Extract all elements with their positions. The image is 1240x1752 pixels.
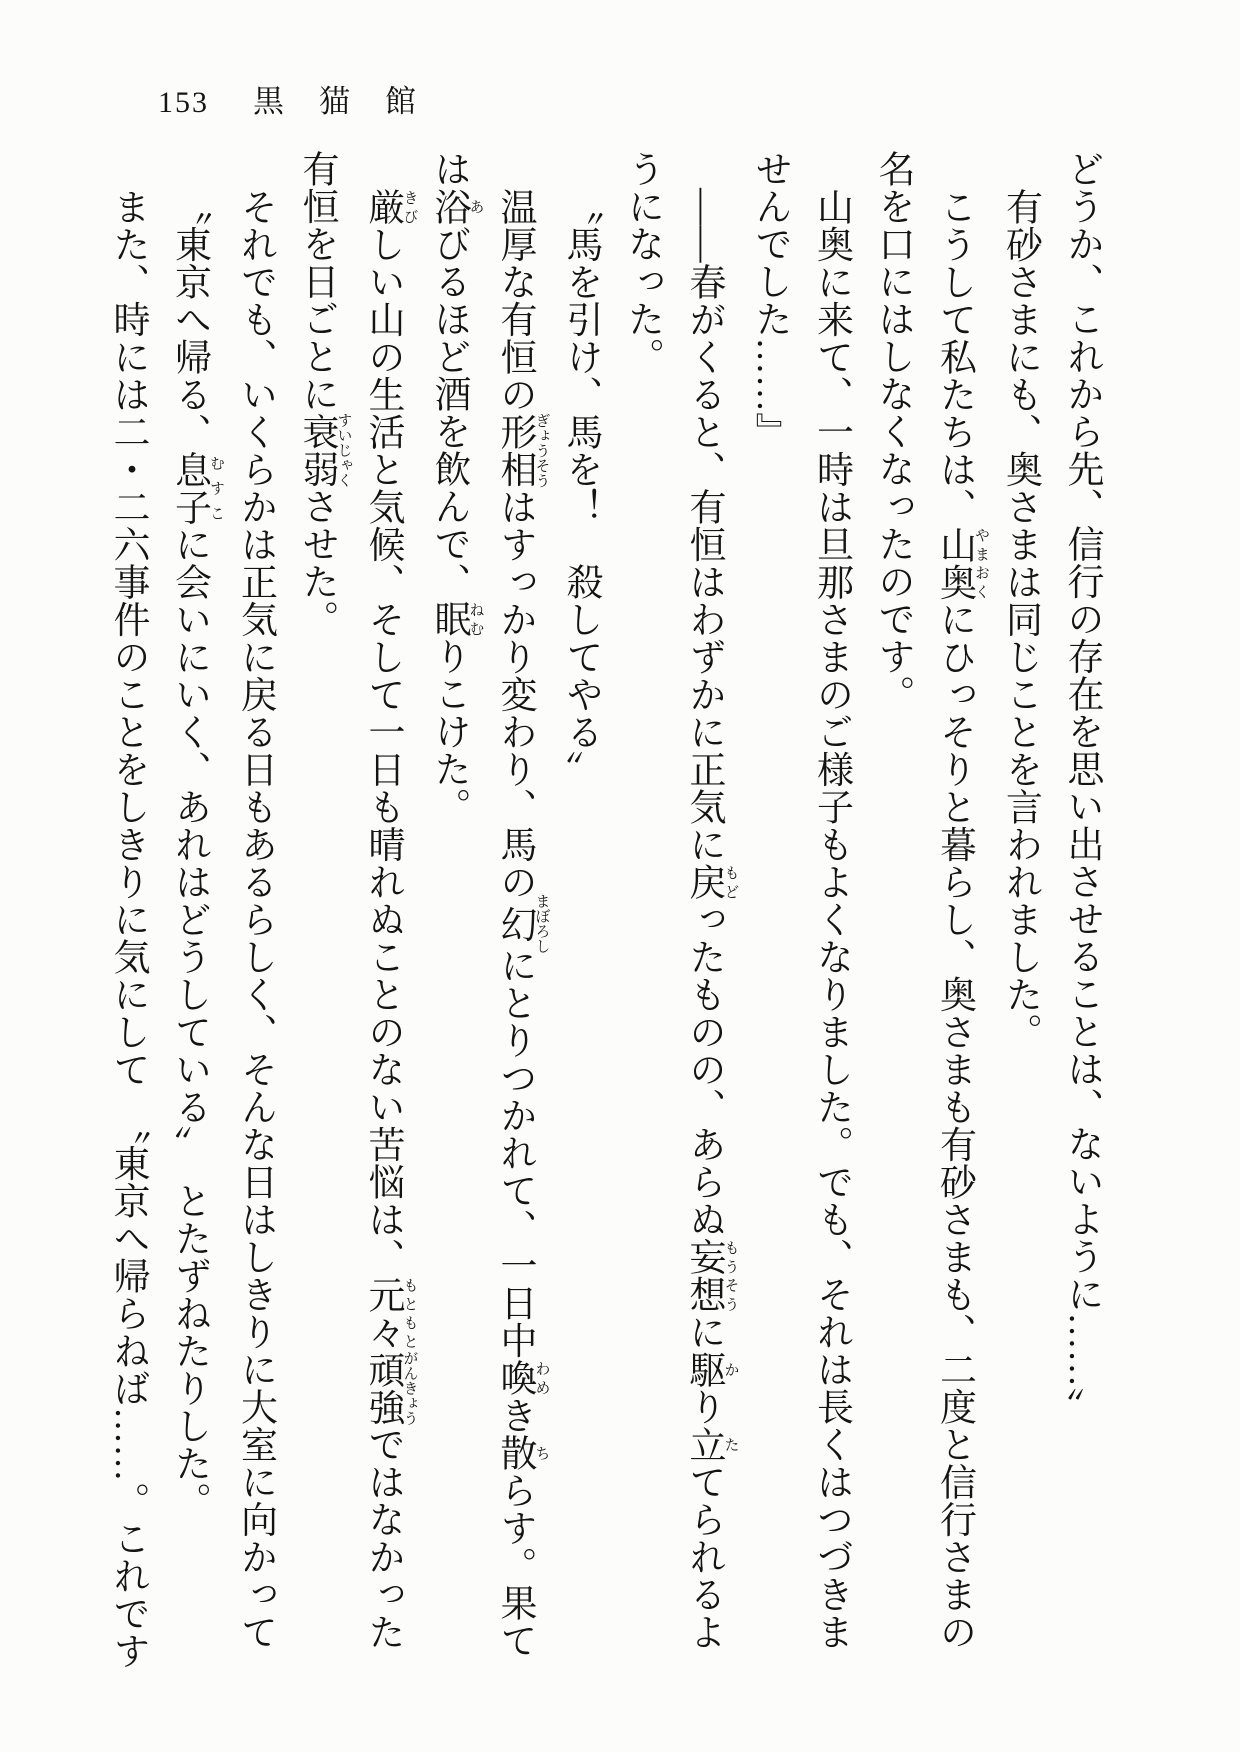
ruby-annotated-word: 元々もともと: [362, 1275, 418, 1351]
text-run: こうして私たちは、: [933, 188, 975, 526]
text-line: [484, 150, 550, 1715]
text-run: は: [428, 150, 469, 188]
text-run: せんでした……』: [749, 150, 790, 450]
ruby-annotated-word: 妄想もうそう: [683, 1238, 739, 1313]
text-run: に会いにいく、あれはどうしている〟 とたずねたりした。: [168, 525, 210, 1520]
text-run: にとりつかれて、一日中: [494, 946, 535, 1359]
text-run: き: [494, 1396, 535, 1434]
text-run: 有砂さまにも、奥さまは同じことを言われました。: [999, 188, 1041, 1051]
text-run: 山奥に来て、一時は旦那さまのご様子もよくなりました。でも、それは長くはつづきま: [810, 188, 852, 1651]
text-run: りこけた。: [428, 637, 469, 825]
text-line: [224, 150, 286, 1715]
text-run: り: [683, 1388, 724, 1426]
ruby-annotated-word: 散ち: [494, 1434, 550, 1472]
text-run: しい山の生活と気候、そして一日も晴れぬことのない苦悩は、: [362, 225, 403, 1276]
text-line: [800, 150, 862, 1715]
text-run: どうか、これから先、信行の存在を思い出させることは、ないように……〟: [1061, 150, 1102, 1425]
ruby-annotated-word: 浴あ: [428, 187, 484, 225]
ruby-annotated-word: 眠ねむ: [428, 600, 484, 638]
text-run: にひっそりと暮らし、奥さまも有砂さまも、二度と信行さまの: [933, 600, 975, 1651]
text-line: [286, 150, 352, 1715]
ruby-annotated-word: 喚わめ: [494, 1359, 550, 1397]
text-run: びるほど酒を飲んで、: [428, 225, 469, 600]
text-run: 名を口にはしなくなったのです。: [872, 150, 913, 713]
text-run: らす。果て: [494, 1471, 535, 1659]
running-head: [158, 76, 418, 121]
text-line: [611, 150, 673, 1715]
text-line: [158, 150, 224, 1715]
ruby-annotated-word: 駆か: [683, 1350, 739, 1388]
text-run: うになった。: [621, 150, 663, 375]
text-line: [739, 150, 801, 1715]
text-run: それでも、いくらかは正気に戻る日もあるらしく、そんな日はしきりに大室に向かって: [234, 188, 276, 1651]
book-title: 黒 猫 館: [253, 84, 418, 119]
text-block: [97, 150, 1113, 1715]
text-run: させた。: [296, 487, 337, 638]
ruby-annotated-word: 山奥やまおく: [933, 525, 989, 601]
text-run: 〝東京へ帰る、: [168, 188, 210, 451]
ruby-annotated-word: 形相ぎょうそう: [494, 413, 550, 488]
text-line: [862, 150, 924, 1715]
text-run: ではなかった: [362, 1425, 403, 1651]
ruby-annotated-word: 幻まぼろし: [494, 893, 550, 954]
text-line: [1051, 150, 1113, 1715]
text-run: 有恒を日ごとに: [296, 150, 337, 413]
text-run: はすっかり変わり、馬の: [494, 488, 535, 901]
ruby-annotated-word: 衰弱すいじゃく: [296, 412, 352, 488]
text-run: 温厚な有恒の: [494, 188, 535, 413]
text-run: てられるよ: [683, 1463, 724, 1651]
ruby-annotated-word: 戻もど: [683, 863, 739, 901]
text-run: ったものの、あらぬ: [683, 900, 724, 1238]
text-line: [352, 150, 418, 1715]
text-run: ——春がくると、有恒はわずかに正気に: [683, 188, 724, 863]
ruby-annotated-word: 厳きび: [362, 188, 418, 226]
text-line: [673, 150, 739, 1715]
text-run: に: [683, 1313, 724, 1351]
text-run: また、時には二・二六事件のことをしきりに気にして 〝東京へ帰らねば……。これです: [107, 188, 148, 1670]
text-line: [418, 150, 484, 1715]
text-run: 〝馬を引け、馬を！ 殺してやる〟: [560, 188, 601, 788]
ruby-annotated-word: 息子むすこ: [168, 450, 224, 526]
page-number: 153: [158, 86, 209, 119]
text-line: [550, 150, 612, 1715]
ruby-annotated-word: 頑強がんきょう: [362, 1350, 418, 1426]
ruby-annotated-word: 立た: [683, 1425, 739, 1463]
text-line: [989, 150, 1051, 1715]
text-line: [923, 150, 989, 1715]
text-line: [97, 150, 159, 1715]
